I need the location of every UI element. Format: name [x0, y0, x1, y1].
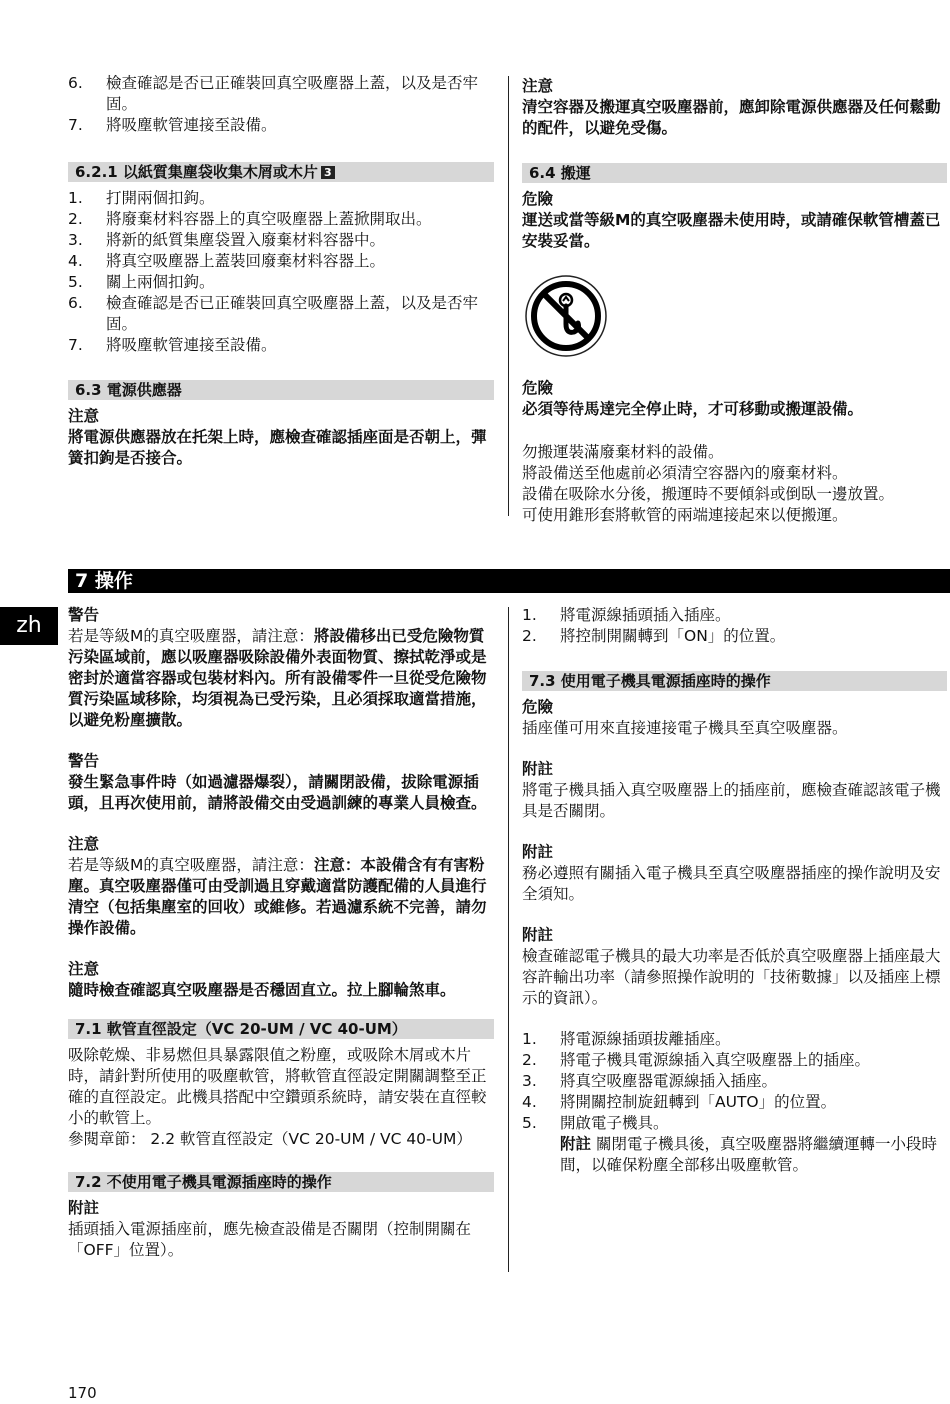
list-item: 3. 將新的紙質集塵袋置入廢棄材料容器中。: [68, 231, 386, 249]
list-item: 2. 將控制開關轉到「ON」的位置。: [522, 627, 786, 645]
section-6-3-heading: 6.3 電源供應器: [68, 380, 494, 400]
steps-list-b: [68, 188, 494, 356]
list-item: 1. 打開兩個扣鉤。: [68, 189, 215, 207]
page-number: 170: [68, 1384, 97, 1402]
step-note-text: 關閉電子機具後，真空吸塵器將繼續運轉一小段時間，以確保粉塵全部移出吸塵軟管。: [560, 1135, 937, 1174]
section-6-4-heading: 6.4 搬運: [522, 163, 947, 183]
note-label: 附註: [522, 760, 554, 778]
list-item: 5. 關上兩個扣鉤。: [68, 273, 215, 291]
note-label: 附註: [522, 926, 554, 944]
note-text: 若是等級M的真空吸塵器，請注意：注意：本設備含有有害粉塵。真空吸塵器僅可由受訓過且穿戴適當防護配備的人員進行清空（包括集塵室的回收）或維修。若過濾系統不完善，請勿操作設備。: [68, 856, 487, 937]
column-divider-top: [508, 76, 509, 516]
top-left-column: [68, 73, 494, 469]
transport-line: 可使用錐形套將軟管的兩端連接起來以便搬運。: [522, 506, 848, 524]
note-label: 注意: [68, 835, 100, 853]
list-item: 1. 將電源線插頭拔離插座。: [522, 1030, 731, 1048]
note-label: 注意: [68, 960, 100, 978]
warning-text: 若是等級M的真空吸塵器，請注意：將設備移出已受危險物質污染區域前，應以吸塵器吸除設備外表面物質、擦拭乾淨或是密封於適當容器或包裝材料內。所有設備零件一旦從受危險物質污染區域移除，均須視為已受污染，且必須採取適當措施，以避免粉塵擴散。: [68, 627, 487, 729]
note-text: 隨時檢查確認真空吸塵器是否穩固直立。拉上腳輪煞車。: [68, 981, 456, 999]
note-text: 插頭插入電源插座前，應先檢查設備是否關閉（控制開關在「OFF」位置）。: [68, 1220, 472, 1259]
chapter-heading: 7 操作: [68, 569, 950, 593]
list-item: 1. 將電源線插頭插入插座。: [522, 606, 731, 624]
column-divider-bottom: [508, 607, 509, 1272]
section-7-2-heading: 7.2 不使用電子機具電源插座時的操作: [68, 1172, 494, 1192]
step-note-label: 附註: [560, 1135, 592, 1153]
no-crane-lifting-icon: [524, 274, 608, 358]
figure-ref-badge: 3: [321, 166, 335, 179]
danger-text: 插座僅可用來直接連接電子機具至真空吸塵器。: [522, 719, 848, 737]
danger-text: 運送或當等級M的真空吸塵器未使用時，或請確保軟管槽蓋已安裝妥當。: [522, 211, 941, 250]
transport-line: 設備在吸除水分後，搬運時不要傾斜或倒臥一邊放置。: [522, 485, 895, 503]
top-right-column: [522, 76, 947, 526]
transport-line: 將設備送至他處前必須清空容器內的廢棄材料。: [522, 464, 848, 482]
list-item: 2. 將電子機具電源線插入真空吸塵器上的插座。: [522, 1051, 871, 1069]
steps-list-d: [522, 1029, 947, 1176]
danger-label: 危險: [522, 379, 554, 397]
warning-label: 警告: [68, 606, 100, 624]
steps-list-c: [522, 605, 947, 647]
note-label: 注意: [68, 407, 100, 425]
danger-text: 必須等待馬達完全停止時，才可移動或搬運設備。: [522, 400, 864, 418]
list-item: 7. 將吸塵軟管連接至設備。: [68, 116, 277, 134]
list-item: 4. 將真空吸塵器上蓋裝回廢棄材料容器上。: [68, 252, 386, 270]
bottom-left-column: [68, 605, 494, 1261]
note-label: 注意: [522, 77, 554, 95]
steps-list-a: [68, 73, 494, 136]
note-text: 檢查確認電子機具的最大功率是否低於真空吸塵器上插座最大容許輸出功率（請參照操作說明的「技術數據」以及插座上標示的資訊）。: [522, 947, 941, 1007]
transport-line: 勿搬運裝滿廢棄材料的設備。: [522, 443, 724, 461]
note-text: 將電源供應器放在托架上時，應檢查確認插座面是否朝上，彈簧扣鉤是否接合。: [68, 428, 487, 467]
section-7-3-heading: 7.3 使用電子機具電源插座時的操作: [522, 671, 947, 691]
section-7-1-heading: 7.1 軟管直徑設定（VC 20-UM / VC 40-UM）: [68, 1019, 494, 1039]
section-6-2-1-heading: 6.2.1 以紙質集塵袋收集木屑或木片 3: [68, 162, 494, 182]
warning-label: 警告: [68, 752, 100, 770]
danger-label: 危險: [522, 190, 554, 208]
note-label: 附註: [522, 843, 554, 861]
list-item: 2. 將廢棄材料容器上的真空吸塵器上蓋掀開取出。: [68, 210, 432, 228]
note-text: 清空容器及搬運真空吸塵器前，應卸除電源供應器及任何鬆動的配件，以避免受傷。: [522, 98, 941, 137]
danger-label: 危險: [522, 698, 554, 716]
list-item: 4. 將開關控制旋鈕轉到「AUTO」的位置。: [522, 1093, 837, 1111]
warning-text: 發生緊急事件時（如過濾器爆裂），請關閉設備，拔除電源插頭，且再次使用前，請將設備交由受過訓練的專業人員檢查。: [68, 773, 487, 812]
note-text: 務必遵照有關插入電子機具至真空吸塵器插座的操作說明及安全須知。: [522, 864, 941, 903]
bottom-right-column: [522, 605, 947, 1176]
list-item: 7. 將吸塵軟管連接至設備。: [68, 336, 277, 354]
list-item: 6. 檢查確認是否已正確裝回真空吸塵器上蓋，以及是否牢固。: [68, 74, 479, 113]
language-tab: zh: [0, 607, 58, 645]
note-text: 將電子機具插入真空吸塵器上的插座前，應檢查確認該電子機具是否關閉。: [522, 781, 941, 820]
list-item: 6. 檢查確認是否已正確裝回真空吸塵器上蓋，以及是否牢固。: [68, 294, 479, 333]
list-item: 3. 將真空吸塵器電源線插入插座。: [522, 1072, 778, 1090]
body-text: 吸除乾燥、非易燃但具暴露限值之粉塵，或吸除木屑或木片時，請針對所使用的吸塵軟管，將軟管直徑設定開關調整至正確的直徑設定。此機具搭配中空鑽頭系統時，請安裝在直徑較小的軟管上。: [68, 1046, 487, 1127]
note-label: 附註: [68, 1199, 100, 1217]
list-item: 5. 開啟電子機具。 附註 關閉電子機具後，真空吸塵器將繼續運轉一小段時間，以確保粉塵全部移出吸塵軟管。: [522, 1114, 937, 1174]
section-reference: 參閱章節： 2.2 軟管直徑設定（VC 20-UM / VC 40-UM）: [68, 1130, 472, 1148]
